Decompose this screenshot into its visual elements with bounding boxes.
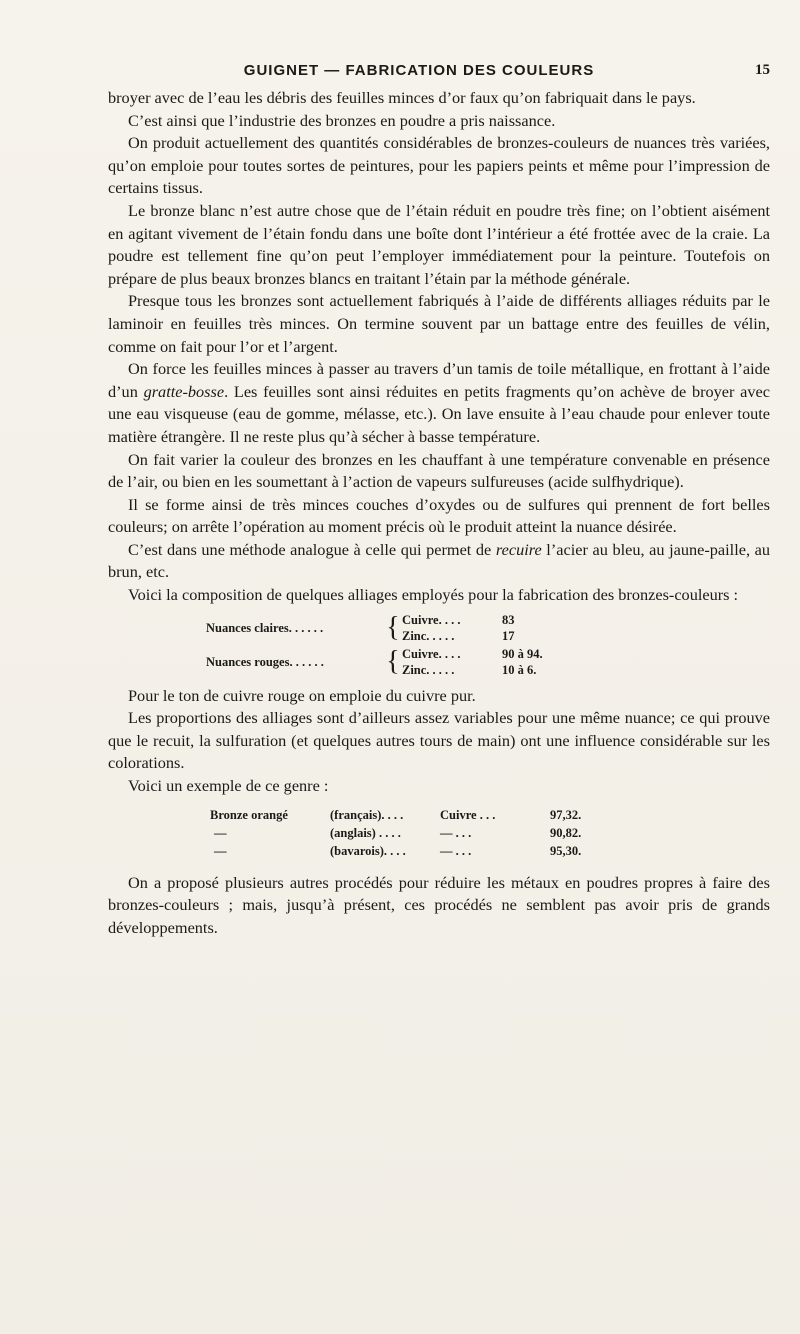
table-row xyxy=(210,842,770,860)
alloy-label: Nuances claires. . . . . . xyxy=(206,620,324,635)
bronze-metal: — . . . xyxy=(440,843,472,858)
paragraph xyxy=(108,539,770,584)
bronze-name: — xyxy=(214,843,227,858)
text-run: C’est dans une méthode analogue à celle qui permet de xyxy=(128,539,496,559)
running-head: GUIGNET — FABRICATION DES COULEURS xyxy=(243,62,595,79)
paragraph: Voici un exemple de ce genre : xyxy=(128,776,329,796)
paragraph: Les proportions des alliages sont d’ailleurs assez variables pour une même nuance; ce qui prouve que le recuit, la sulfuration (et quelques autres tours de main) ont une influence considérable sur les colorations. xyxy=(108,708,770,773)
alloy-group xyxy=(206,645,770,679)
paragraph: Il se forme ainsi de très minces couches d’oxydes ou de sulfures qui prennent de fort belles couleurs; on arrête l’opération au moment précis où le produit atteint la nuance désirée. xyxy=(108,494,770,537)
bronze-origin: (bavarois). . . . xyxy=(330,843,406,858)
page-number: 15 xyxy=(755,62,770,78)
paragraph: Voici la composition de quelques alliages employés pour la fabrication des bronzes-couleurs : xyxy=(128,585,739,605)
alloy-metal: Cuivre. . . . xyxy=(402,612,461,627)
bronze-origin: (anglais) . . . . xyxy=(330,825,401,840)
alloy-value: 83 xyxy=(502,612,515,627)
paragraph: On produit actuellement des quantités considérables de bronzes-couleurs de nuances très variées, qu’on emploie pour toutes sortes de peintures, pour les papiers peints et même pour l’impression de certains tissus. xyxy=(108,133,770,198)
alloy-value: 17 xyxy=(502,628,515,643)
alloy-label: Nuances rouges. . . . . . xyxy=(206,654,324,669)
paragraph: broyer avec de l’eau les débris des feuilles minces d’or faux qu’on fabriquait dans le pays. xyxy=(108,88,696,107)
alloy-value: 90 à 94. xyxy=(502,646,543,661)
bronze-name: Bronze orangé xyxy=(210,807,288,822)
paragraph xyxy=(108,358,770,448)
italic-term: gratte-bosse xyxy=(143,381,225,401)
paragraph: Le bronze blanc n’est autre chose que de l’étain réduit en poudre très fine; on l’obtient aisément en agitant vivement de l’étain fondu dans une boîte dont l’intérieur a été frottée avec de la craie. La poudre est tellement fine qu’on peut l’employer immédiatement pour la peinture. Toutefois on prépare de plus beaux bronzes blancs en traitant l’étain par la méthode générale. xyxy=(108,200,770,288)
paragraph: C’est ainsi que l’industrie des bronzes en poudre a pris naissance. xyxy=(128,110,556,130)
table-row xyxy=(210,806,770,824)
italic-term: recuire xyxy=(495,539,542,559)
paragraph: On a proposé plusieurs autres procédés pour réduire les métaux en poudres propres à faire des bronzes-couleurs ; mais, jusqu’à présent, ces procédés ne semblent pas avoir pris de grands développements. xyxy=(108,872,770,937)
alloy-metal: Zinc. . . . . xyxy=(402,662,455,677)
bronze-metal: Cuivre . . . xyxy=(440,807,496,822)
alloy-metal: Cuivre. . . . xyxy=(402,646,461,661)
alloy-table xyxy=(206,611,770,679)
alloy-value: 10 à 6. xyxy=(502,662,537,677)
alloy-group xyxy=(206,611,770,645)
bronze-origin: (français). . . . xyxy=(330,807,404,822)
bronze-metal: — . . . xyxy=(440,825,472,840)
page-header xyxy=(108,62,770,84)
bronze-table xyxy=(210,806,770,860)
body-text xyxy=(108,87,770,939)
paragraph: Presque tous les bronzes sont actuellement fabriqués à l’aide de différents alliages réduits par le laminoir en feuilles très minces. On termine souvent par un battage entre des feuilles de vélin, comme on fait pour l’or et l’argent. xyxy=(108,291,770,356)
brace-glyph: { xyxy=(386,645,400,677)
paragraph: Pour le ton de cuivre rouge on emploie du cuivre pur. xyxy=(128,685,476,705)
bronze-value: 97,32. xyxy=(550,807,582,822)
bronze-value: 90,82. xyxy=(550,825,582,840)
alloy-metal: Zinc. . . . . xyxy=(402,628,455,643)
text-run: . Les feuilles sont ainsi réduites en petits fragments qu’on achève de broyer avec une eau visqueuse (eau de gomme, mélasse, etc.). On lave ensuite à l’eau chaude pour enlever toute matière étrangère. Il ne reste plus qu’à sécher à basse température. xyxy=(108,381,771,446)
paragraph: On fait varier la couleur des bronzes en les chauffant à une température convenable en présence de l’air, ou bien en les soumettant à l’action de vapeurs sulfureuses (acide sulfhydrique). xyxy=(108,449,770,492)
brace-glyph: { xyxy=(386,611,400,643)
bronze-value: 95,30. xyxy=(550,843,582,858)
text-run: On force les feuilles minces à passer au travers d’un tamis de toile métallique, en frottant à l’aide d’un xyxy=(108,359,770,401)
bronze-name: — xyxy=(214,825,227,840)
text-run: l’acier au bleu, au jaune-paille, au brun, etc. xyxy=(108,539,770,582)
table-row xyxy=(210,824,770,842)
